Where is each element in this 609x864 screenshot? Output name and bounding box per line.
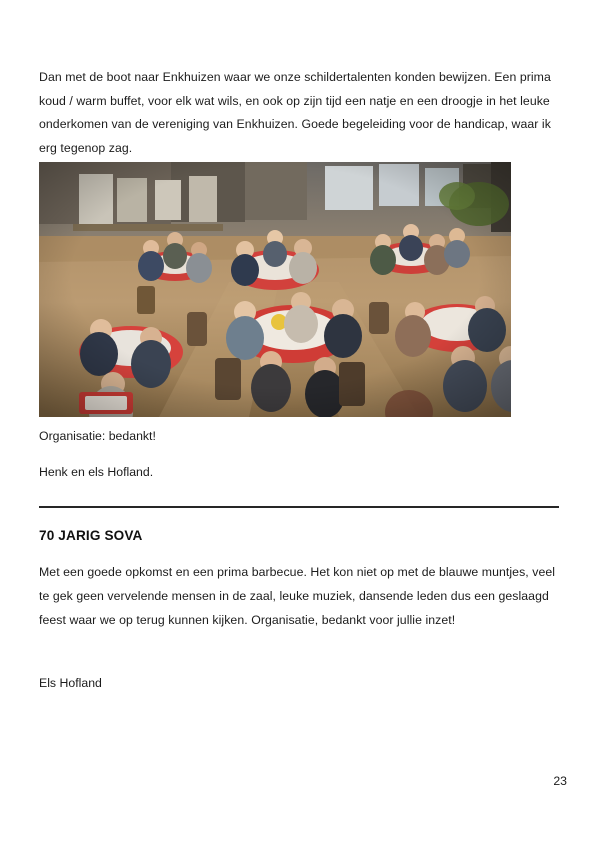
intro-paragraph: Dan met de boot naar Enkhuizen waar we onze schildertalenten konden bewijzen. Een prima koud / warm buffet, voor elk wat wils, en ook op zijn tijd een natje en een droogje in het leuke onderkomen van de vereniging van Enkhuizen. Goede begeleiding voor de handicap, waar ik erg tegenop zag. <box>39 70 551 155</box>
page-number: 23 <box>553 774 567 788</box>
photo-caption: Organisatie: bedankt! <box>39 429 156 444</box>
byline-top: Henk en els Hofland. <box>39 464 154 479</box>
section-divider <box>39 506 559 508</box>
page-content <box>39 66 567 703</box>
spacer <box>39 449 567 461</box>
section-title: 70 JARIG SOVA <box>39 528 143 544</box>
event-photo <box>39 162 511 417</box>
section-body-block <box>39 561 567 632</box>
photo-figure <box>39 162 511 417</box>
section-body: Met een goede opkomst en een prima barbecue. Het kon niet op met de blauwe muntjes, veel te gek geen vervelende mensen in de zaal, leuke muziek, dansende leden dus een geslaagd feest waar we op terug kunnen kijken. Organisatie, bedankt voor jullie inzet! <box>39 565 556 627</box>
byline-bottom: Els Hofland <box>39 676 102 691</box>
